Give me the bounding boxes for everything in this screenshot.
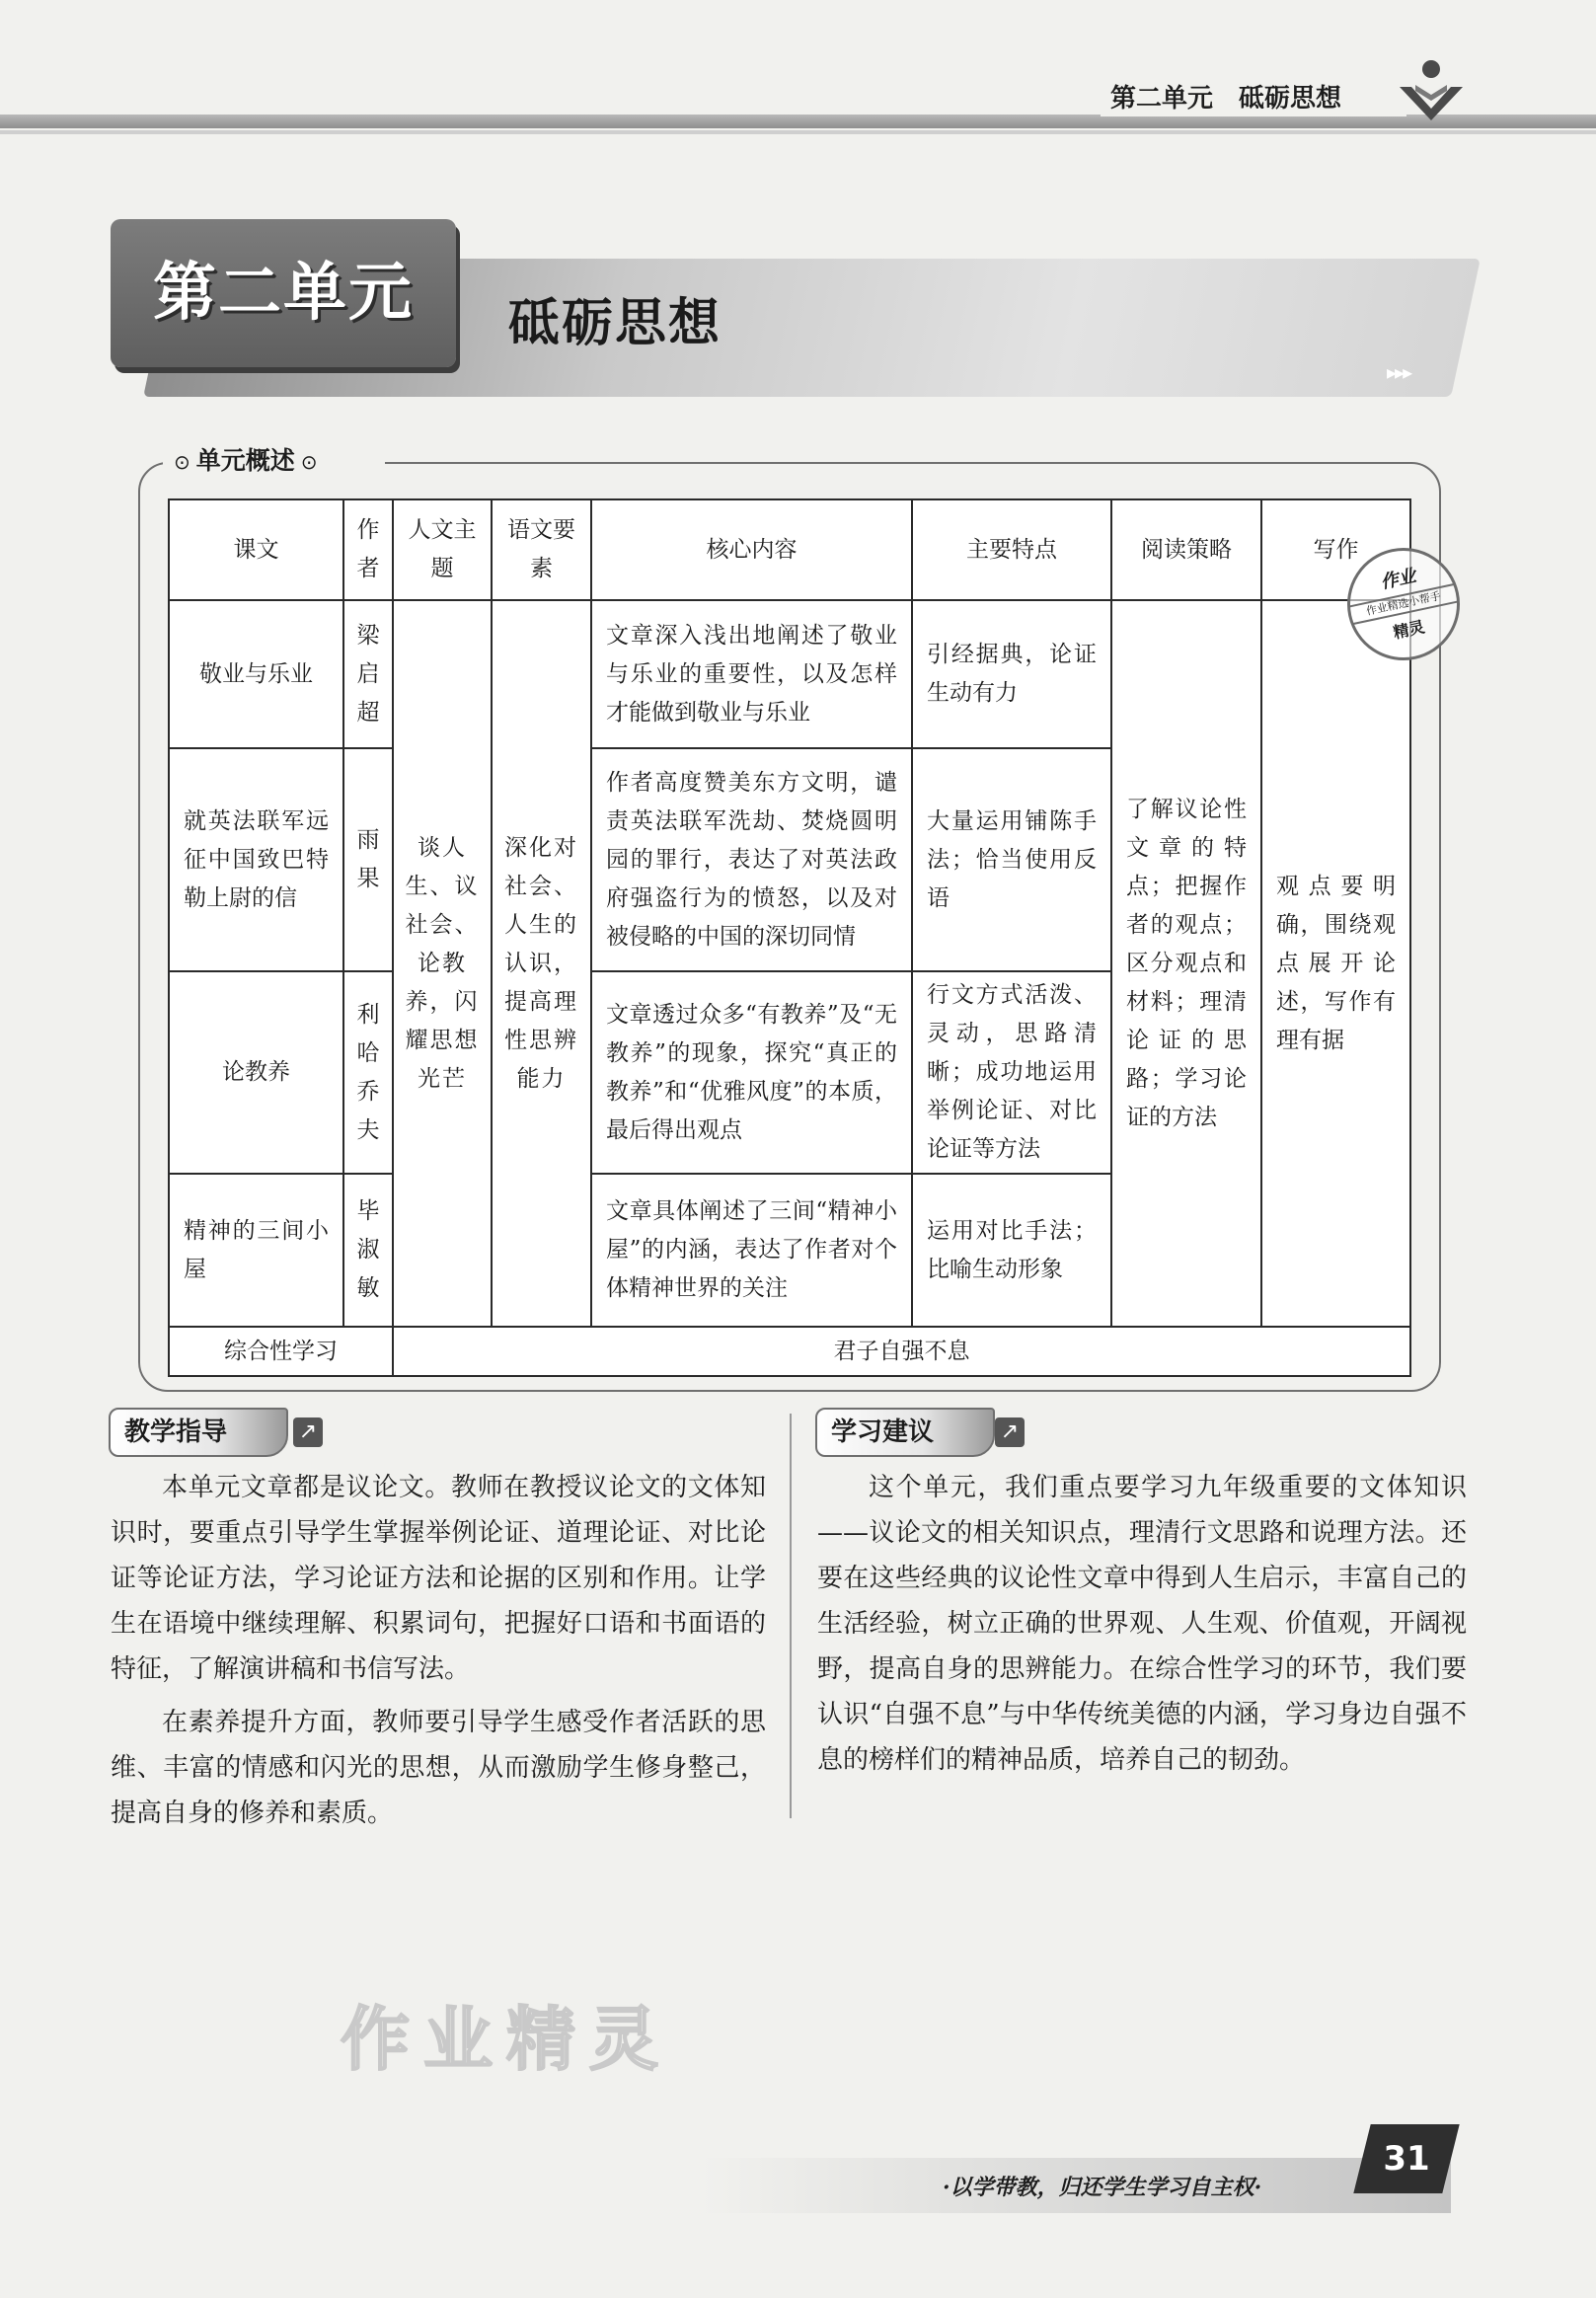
lesson-author: 利哈乔夫 [343,971,393,1174]
watermark: 作业精灵 [341,1999,672,2080]
study-suggestions-tag: 学习建议 [815,1408,995,1457]
stamp-line: 作业 [1378,566,1418,594]
teaching-guide-body [111,1465,766,1836]
header-cell: 人文主题 [393,499,492,600]
lesson-title: 论教养 [169,971,343,1174]
teaching-paragraph: 本单元文章都是议论文。教师在教授议论文的文体知识时，要重点引导学生掌握举例论证、道理论证、对比论证等论证方法，学习论证方法和论据的区别和作用。让学生在语境中继续理解、积累词句，把握好口语和书面语的特征，了解演讲稿和书信写法。 [111,1473,766,1684]
lesson-author: 雨果 [343,748,393,971]
bullet-icon: ⊙ [174,450,190,474]
header-cell: 作者 [343,499,393,600]
reading-person-logo-icon [1392,51,1471,130]
page-number: 31 [1383,2139,1430,2179]
writing-cell: 观点要明确，围绕观点展开论述，写作有理有据 [1261,600,1410,1327]
header-cell: 写作 [1261,499,1410,600]
reading-strategy-cell: 了解议论性文章的特点；把握作者的观点；区分观点和材料；理清论证的思路；学习论证的方法 [1111,600,1261,1327]
comprehensive-value: 君子自强不息 [393,1327,1410,1376]
humanistic-theme-cell: 谈人生、议社会、论教养，闪耀思想光芒 [393,600,492,1327]
header-cell: 语文要素 [492,499,591,600]
lesson-features: 大量运用铺陈手法；恰当使用反语 [912,748,1111,971]
running-header [1101,81,1406,116]
teaching-guide-tag: 教学指导 [109,1408,288,1457]
column-divider [790,1414,792,1818]
running-header-unit: 第二单元 [1110,84,1214,114]
lesson-title: 就英法联军远征中国致巴特勒上尉的信 [169,748,343,971]
lesson-core-content: 文章深入浅出地阐述了敬业与乐业的重要性，以及怎样才能做到敬业与乐业 [591,600,912,748]
study-paragraph: 这个单元，我们重点要学习九年级重要的文体知识——议论文的相关知识点，理清行文思路和说理方法。还要在这些经典的议论性文章中得到人生启示，丰富自己的生活经验，树立正确的世界观、人生观、价值观，开阔视野，提高自身的思辨能力。在综合性学习的环节，我们要认识“自强不息”与中华传统美德的内涵，学习身边自强不息的榜样们的精神品质，培养自己的韧劲。 [817,1473,1467,1775]
arrow-corner-icon: ↗ [995,1417,1025,1447]
lesson-title: 敬业与乐业 [169,600,343,748]
header-cell: 阅读策略 [1111,499,1261,600]
header-bar-underline [0,130,1596,134]
table-row [169,1327,1410,1376]
header-bar [0,115,1596,128]
running-header-theme: 砥砺思想 [1239,84,1342,114]
comprehensive-label: 综合性学习 [169,1327,393,1376]
header-cell: 课文 [169,499,343,600]
overview-label [168,444,324,479]
header-cell: 主要特点 [912,499,1111,600]
teaching-paragraph: 在素养提升方面，教师要引导学生感受作者活跃的思维、丰富的情感和闪光的思想，从而激励学生修身整己，提高自身的修养和素质。 [111,1708,766,1828]
bullet-icon: ⊙ [300,450,318,474]
banner-arrows-icon: ▸▸▸ [1387,360,1411,384]
header-cell: 核心内容 [591,499,912,600]
language-element-cell: 深化对社会、人生的认识，提高理性思辨能力 [492,600,591,1327]
overview-label-text: 单元概述 [195,446,295,475]
lesson-features: 引经据典，论证生动有力 [912,600,1111,748]
arrow-corner-icon: ↗ [293,1417,323,1447]
lesson-features: 运用对比手法；比喻生动形象 [912,1174,1111,1327]
lesson-core-content: 文章具体阐述了三间“精神小屋”的内涵，表达了作者对个体精神世界的关注 [591,1174,912,1327]
banner-title: 第二单元 [153,257,414,330]
lesson-core-content: 文章透过众多“有教养”及“无教养”的现象，探究“真正的教养”和“优雅风度”的本质，最后得出观点 [591,971,912,1174]
table-header-row [169,499,1410,600]
lesson-author: 梁启超 [343,600,393,748]
table-row [169,600,1410,748]
banner-subtitle: 砥砺思想 [508,294,722,353]
lesson-core-content: 作者高度赞美东方文明，谴责英法联军洗劫、焚烧圆明园的罪行，表达了对英法政府强盗行为的愤怒，以及对被侵略的中国的深切同情 [591,748,912,971]
study-suggestions-body [817,1465,1467,1783]
lesson-author: 毕淑敏 [343,1174,393,1327]
stamp-line: 精灵 [1391,617,1427,643]
unit-overview-table [168,498,1411,1377]
lesson-features: 行文方式活泼、灵动，思路清晰；成功地运用举例论证、对比论证等方法 [912,971,1111,1174]
footer-slogan: ·以学带教，归还学生学习自主权· [943,2175,1262,2200]
stamp-line: 作业精选小帮手 [1349,583,1458,625]
lesson-title: 精神的三间小屋 [169,1174,343,1327]
